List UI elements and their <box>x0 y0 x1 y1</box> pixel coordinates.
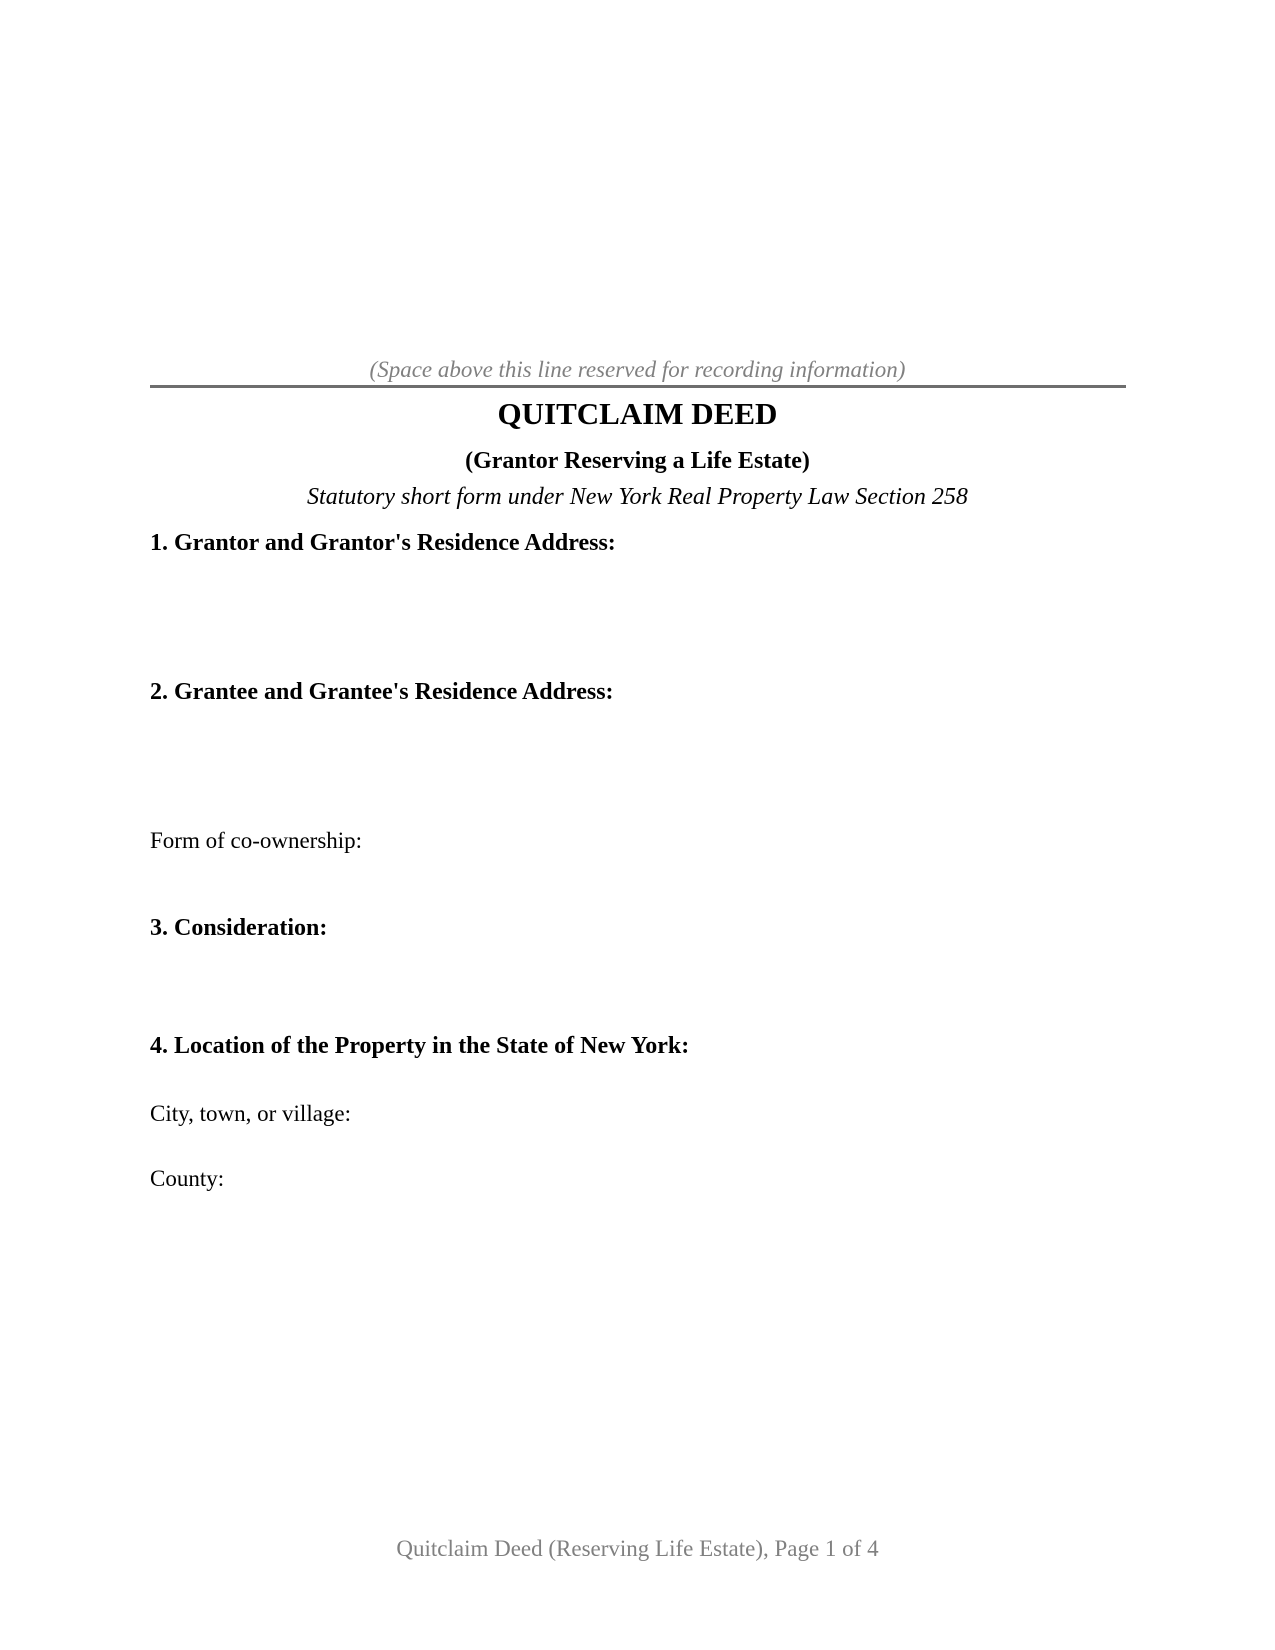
city-town-village-label: City, town, or village: <box>150 1101 352 1126</box>
statute-reference: Statutory short form under New York Real Property Law Section 258 <box>307 484 968 510</box>
property-location-heading: 4. Location of the Property in the State of New York: <box>150 1033 690 1059</box>
grantee-heading: 2. Grantee and Grantee's Residence Address: <box>150 679 614 705</box>
grantor-heading: 1. Grantor and Grantor's Residence Address: <box>150 530 616 556</box>
recording-info-note: (Space above this line reserved for recording information) <box>369 357 906 382</box>
document-title: QUITCLAIM DEED <box>497 396 778 431</box>
document-subtitle: (Grantor Reserving a Life Estate) <box>465 448 810 474</box>
recording-separator-line <box>150 385 1126 388</box>
consideration-heading: 3. Consideration: <box>150 915 328 941</box>
page-footer: Quitclaim Deed (Reserving Life Estate), Page 1 of 4 <box>396 1536 879 1561</box>
co-ownership-label: Form of co-ownership: <box>150 828 363 853</box>
county-label: County: <box>150 1166 225 1191</box>
